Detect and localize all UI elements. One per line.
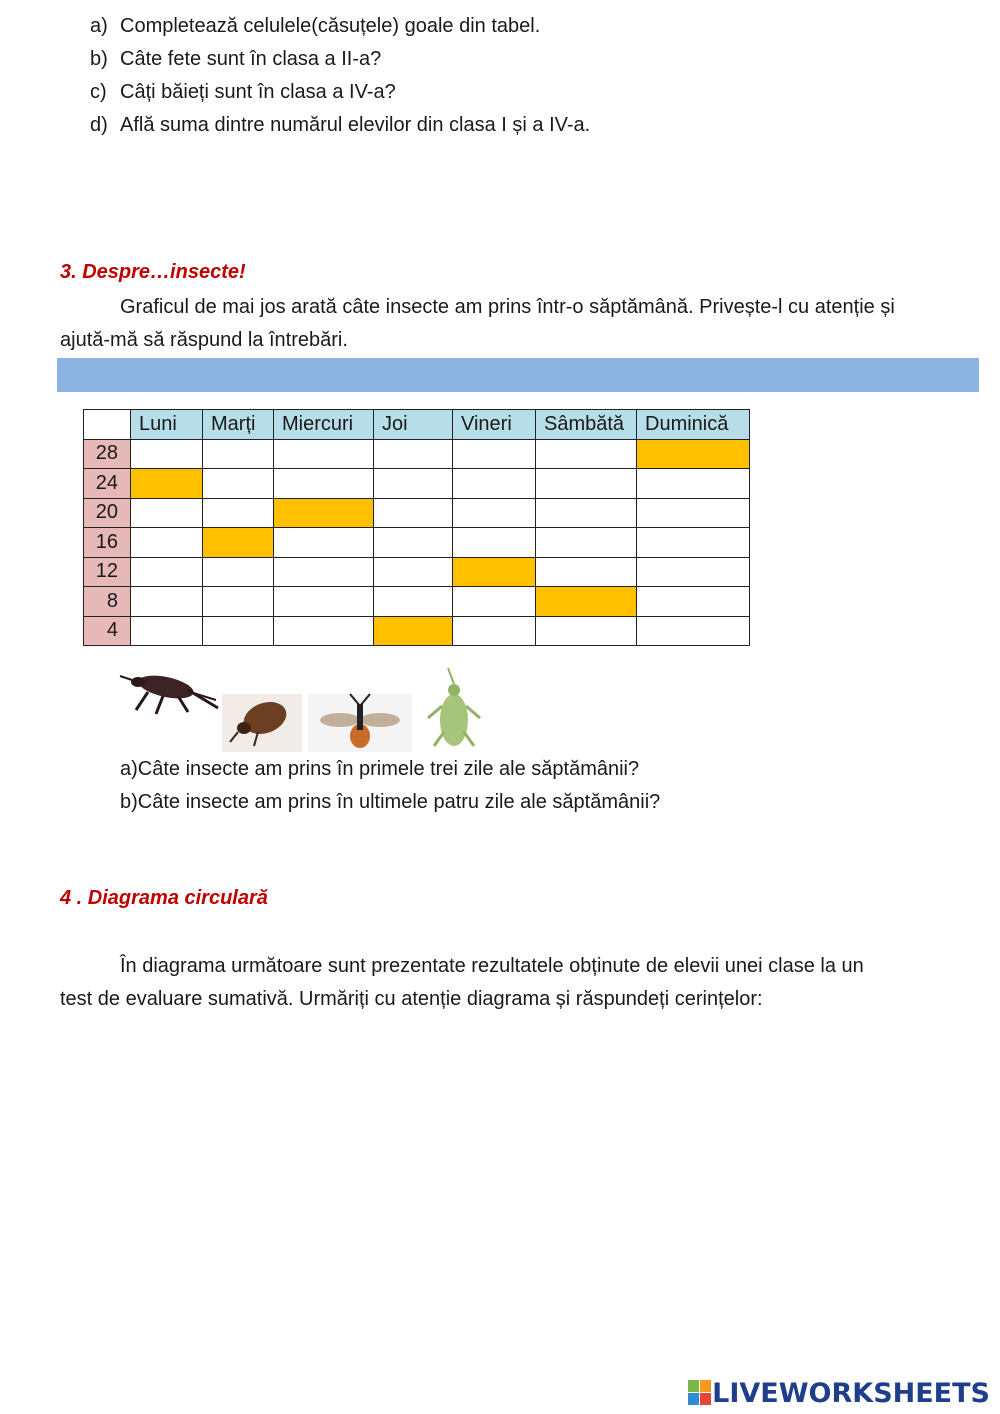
grid-cell [374, 528, 453, 558]
y-axis-label: 12 [84, 557, 131, 587]
grid-cell [536, 439, 637, 469]
section-4-title: 4 . Diagrama circulară [60, 887, 268, 909]
day-header: Luni [131, 410, 203, 440]
intro-question-list [90, 10, 590, 142]
y-axis-label: 24 [84, 469, 131, 499]
bar-mark-duminică [637, 439, 750, 469]
chart-row [84, 528, 750, 558]
grid-cell [637, 498, 750, 528]
y-axis-label: 20 [84, 498, 131, 528]
grid-cell [131, 616, 203, 646]
bar-mark-marți [203, 528, 274, 558]
chart-row [84, 439, 750, 469]
grid-cell [637, 557, 750, 587]
grid-cell [274, 557, 374, 587]
section-3-title: 3. Despre…insecte! [60, 261, 246, 283]
insect-chart-table [83, 409, 750, 646]
grid-cell [374, 587, 453, 617]
grid-cell [274, 616, 374, 646]
question-letter: c) [90, 81, 107, 103]
grid-cell [536, 528, 637, 558]
y-axis-label: 8 [84, 587, 131, 617]
question-item: b)Câte insecte am prins în ultimele patru zile ale săptămânii? [120, 791, 661, 813]
question-item [90, 109, 590, 142]
grid-cell [274, 587, 374, 617]
grid-cell [374, 498, 453, 528]
grid-cell [203, 469, 274, 499]
y-axis-label: 28 [84, 439, 131, 469]
grid-cell [453, 528, 536, 558]
logo-badge-icon [688, 1380, 712, 1406]
question-item [90, 76, 590, 109]
grid-cell [131, 439, 203, 469]
question-item [90, 43, 590, 76]
grid-cell [374, 469, 453, 499]
bar-mark-miercuri [274, 498, 374, 528]
day-header: Joi [374, 410, 453, 440]
question-item [90, 10, 590, 43]
cockroach-image [120, 671, 218, 714]
section-4-paragraph-line-1: În diagrama următoare sunt prezentate rezultatele obținute de elevii unei clase la un [120, 955, 864, 977]
bar-mark-joi [374, 616, 453, 646]
chart-row [84, 498, 750, 528]
section-3-paragraph-line-2: ajută-mă să răspund la întrebări. [60, 329, 348, 351]
grid-cell [131, 528, 203, 558]
leaf-insect-image [428, 668, 480, 746]
chart-row [84, 616, 750, 646]
grid-cell [203, 439, 274, 469]
question-text: Completează celulele(căsuțele) goale din tabel. [120, 15, 541, 37]
question-text: Câte fete sunt în clasa a II-a? [120, 48, 382, 70]
dragonfly-image [308, 694, 412, 752]
question-item: a)Câte insecte am prins în primele trei zile ale săptămânii? [120, 758, 640, 780]
insect-images [118, 662, 498, 754]
grid-cell [131, 587, 203, 617]
grid-cell [637, 616, 750, 646]
section-3-paragraph [60, 291, 960, 357]
grid-cell [203, 557, 274, 587]
grid-cell [536, 557, 637, 587]
grid-cell [131, 498, 203, 528]
y-axis-label: 4 [84, 616, 131, 646]
section-3-paragraph-line-1: Graficul de mai jos arată câte insecte am prins într-o săptămână. Privește-l cu atenție și [120, 296, 895, 318]
bar-mark-luni [131, 469, 203, 499]
section-4-paragraph-line-2: test de evaluare sumativă. Urmăriți cu atenție diagrama și răspundeți cerințelor: [60, 988, 763, 1010]
grid-cell [203, 587, 274, 617]
grid-cell [374, 557, 453, 587]
blue-divider-bar [57, 358, 979, 392]
day-header: Marți [203, 410, 274, 440]
grid-cell [536, 498, 637, 528]
day-header: Sâmbătă [536, 410, 637, 440]
section-4-paragraph [60, 950, 960, 1016]
y-axis-label: 16 [84, 528, 131, 558]
chart-body [84, 439, 750, 646]
question-letter: a) [90, 15, 108, 37]
grid-cell [203, 498, 274, 528]
beetle-image [222, 694, 302, 752]
question-letter: b) [90, 48, 108, 70]
grid-cell [453, 616, 536, 646]
grid-cell [637, 587, 750, 617]
chart-row [84, 557, 750, 587]
chart-row [84, 469, 750, 499]
question-letter: d) [90, 114, 108, 136]
chart-header-row [84, 410, 750, 440]
bar-mark-vineri [453, 557, 536, 587]
grid-cell [453, 498, 536, 528]
grid-cell [131, 557, 203, 587]
section-3-questions [120, 753, 660, 819]
liveworksheets-logo [688, 1372, 990, 1414]
grid-cell [274, 439, 374, 469]
grid-cell [536, 469, 637, 499]
day-header: Miercuri [274, 410, 374, 440]
grid-cell [453, 469, 536, 499]
grid-cell [637, 528, 750, 558]
grid-cell [536, 616, 637, 646]
grid-cell [374, 439, 453, 469]
grid-cell [203, 616, 274, 646]
grid-cell [274, 469, 374, 499]
chart-row [84, 587, 750, 617]
grid-cell [453, 439, 536, 469]
grid-cell [637, 469, 750, 499]
day-header: Duminică [637, 410, 750, 440]
grid-cell [274, 528, 374, 558]
bar-mark-sâmbătă [536, 587, 637, 617]
chart-corner-cell [84, 410, 131, 440]
question-text: Află suma dintre numărul elevilor din clasa I și a IV-a. [120, 114, 591, 136]
logo-text: LIVEWORKSHEETS [712, 1377, 990, 1409]
day-header: Vineri [453, 410, 536, 440]
question-text: Câți băieți sunt în clasa a IV-a? [120, 81, 396, 103]
grid-cell [453, 587, 536, 617]
